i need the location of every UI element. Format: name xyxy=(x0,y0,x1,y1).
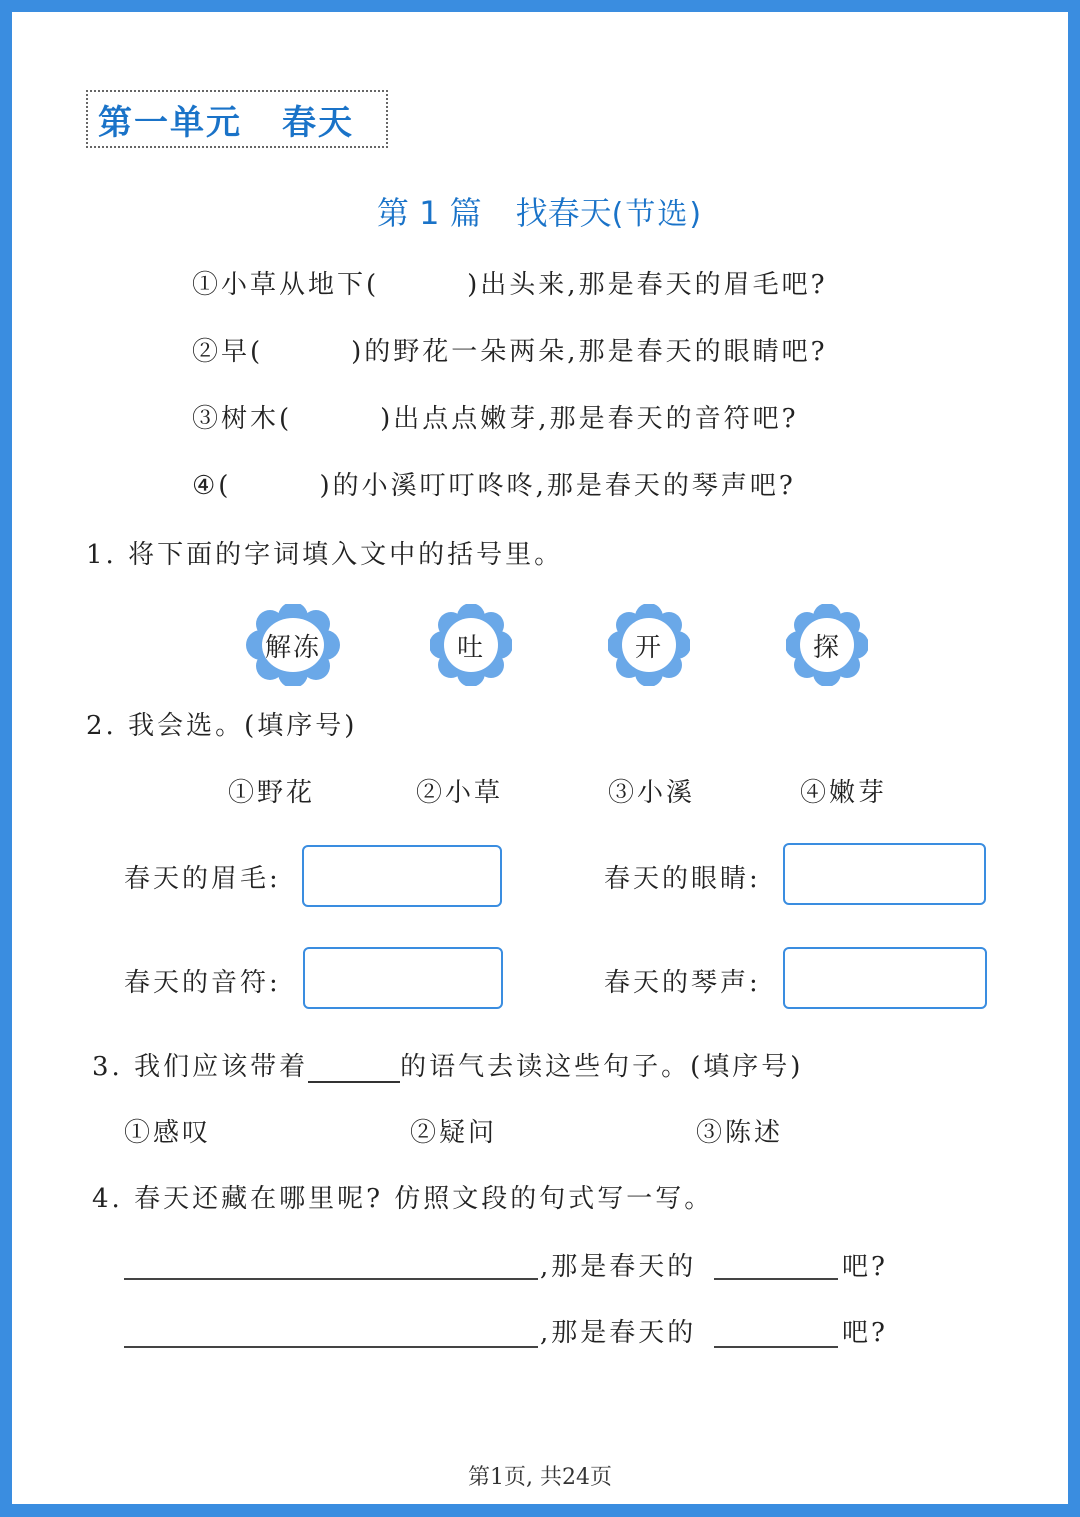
q4-line-1-mid: ,那是春天的 xyxy=(540,1252,697,1282)
flower-word-3 xyxy=(608,604,690,686)
passage-line-4-start: ④( xyxy=(192,471,232,501)
q2-option-3: ③小溪 xyxy=(608,778,696,808)
passage-line-2 xyxy=(192,331,828,368)
eyebrow-answer-box[interactable] xyxy=(302,845,502,907)
question-3-start: 3. 我们应该带着 xyxy=(92,1052,309,1082)
q4-writing-line-1[interactable] xyxy=(124,1278,538,1280)
flower-word-4 xyxy=(786,604,868,686)
q2-option-2: ②小草 xyxy=(416,778,504,808)
passage-line-2-end: )的野花一朵两朵,那是春天的眼睛吧? xyxy=(351,337,828,367)
passage-line-1-end: )出头来,那是春天的眉毛吧? xyxy=(467,270,828,300)
page-footer: 第1页, 共24页 xyxy=(468,1465,612,1490)
flower-word-3-text: 开 xyxy=(634,632,663,663)
q4-blank-2[interactable] xyxy=(714,1346,838,1348)
passage-line-2-start: ②早( xyxy=(192,337,264,367)
eyes-answer-box[interactable] xyxy=(783,843,986,905)
q3-option-1: ①感叹 xyxy=(124,1118,212,1148)
eyes-label: 春天的眼睛: xyxy=(604,864,761,894)
q4-line-1-end: 吧? xyxy=(842,1252,888,1282)
notes-answer-box[interactable] xyxy=(303,947,503,1009)
question-1: 1. 将下面的字词填入文中的括号里。 xyxy=(86,540,564,570)
music-label: 春天的琴声: xyxy=(604,968,761,998)
flower-word-1 xyxy=(244,604,342,686)
lesson-name: 找春天 xyxy=(515,194,612,232)
passage-line-3-end: )出点点嫩芽,那是春天的音符吧? xyxy=(380,404,799,434)
unit-topic: 春天 xyxy=(282,102,354,143)
passage-line-1 xyxy=(192,264,828,301)
q3-option-2: ②疑问 xyxy=(410,1118,498,1148)
unit-label xyxy=(86,90,388,148)
flower-word-2-text: 吐 xyxy=(456,632,485,663)
passage-line-4 xyxy=(192,465,796,502)
q4-writing-line-2[interactable] xyxy=(124,1346,538,1348)
passage-line-3-start: ③树木( xyxy=(192,404,293,434)
question-2: 2. 我会选。(填序号) xyxy=(86,711,358,741)
worksheet-page xyxy=(12,12,1068,1504)
question-3-end: 的语气去读这些句子。(填序号) xyxy=(400,1052,804,1082)
q2-option-1: ①野花 xyxy=(228,778,316,808)
flower-word-4-text: 探 xyxy=(812,632,841,663)
notes-label: 春天的音符: xyxy=(124,968,281,998)
question-4: 4. 春天还藏在哪里呢? 仿照文段的句式写一写。 xyxy=(92,1184,714,1214)
passage-line-4-end: )的小溪叮叮咚咚,那是春天的琴声吧? xyxy=(319,471,796,501)
question-3 xyxy=(92,1046,803,1083)
flower-word-2 xyxy=(430,604,512,686)
lesson-subtitle: (节选) xyxy=(611,197,704,232)
passage-line-3 xyxy=(192,398,799,435)
lesson-number: 第 1 篇 xyxy=(376,194,482,232)
eyebrow-label: 春天的眉毛: xyxy=(124,864,281,894)
lesson-title xyxy=(12,188,1068,234)
q4-blank-1[interactable] xyxy=(714,1278,838,1280)
q2-option-4: ④嫩芽 xyxy=(800,778,888,808)
flower-word-1-text: 解冻 xyxy=(264,632,321,663)
q3-option-3: ③陈述 xyxy=(696,1118,784,1148)
q4-line-2-mid: ,那是春天的 xyxy=(540,1318,697,1348)
music-answer-box[interactable] xyxy=(783,947,987,1009)
passage-line-1-start: ①小草从地下( xyxy=(192,270,380,300)
q4-line-2-end: 吧? xyxy=(842,1318,888,1348)
q3-answer-blank[interactable] xyxy=(308,1055,400,1083)
unit-number: 第一单元 xyxy=(98,102,242,143)
